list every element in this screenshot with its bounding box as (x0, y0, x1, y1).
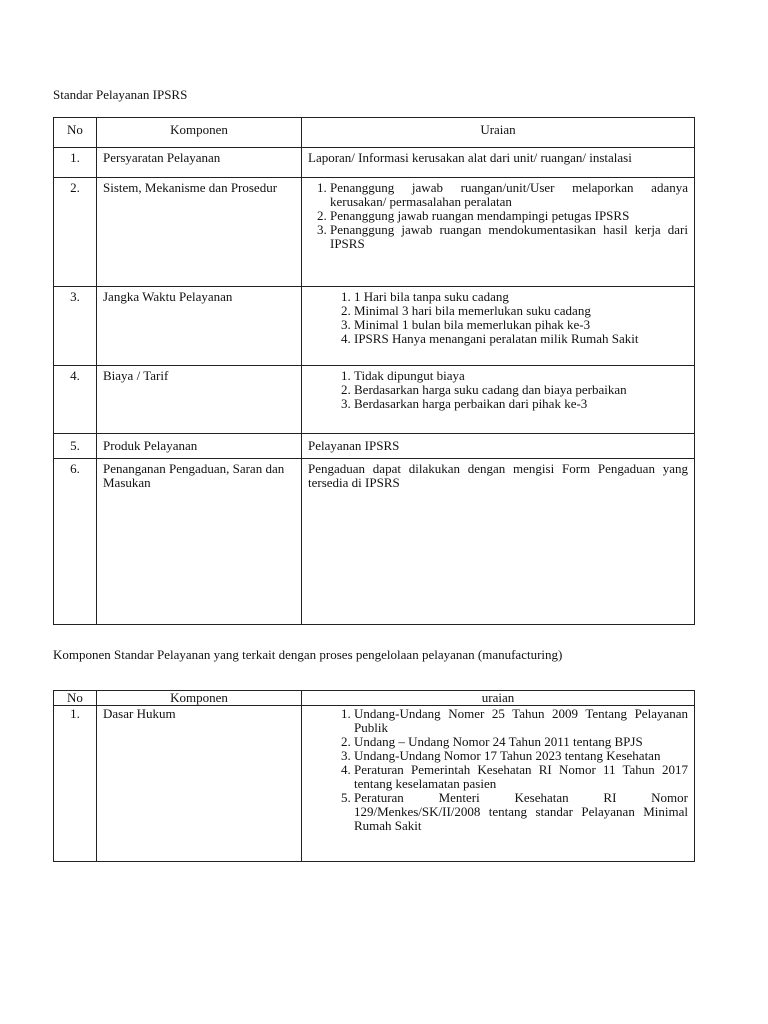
row-komponen: Penanganan Pengaduan, Saran dan Masukan (97, 459, 302, 625)
table-row (54, 287, 695, 366)
table-row (54, 148, 695, 178)
list-item: 2. Berdasarkan harga suku cadang dan biaya perbaikan (354, 383, 688, 397)
table-header-row (54, 118, 695, 148)
table-header-row (54, 691, 695, 706)
row-komponen: Produk Pelayanan (97, 434, 302, 459)
list-item: 4. IPSRS Hanya menangani peralatan milik Rumah Sakit (354, 332, 688, 346)
header-no: No (54, 691, 97, 706)
list-item: 3. Penanggung jawab ruangan mendokumentasikan hasil kerja dari IPSRS (330, 223, 688, 251)
table-row (54, 706, 695, 862)
list-item: 1. Undang-Undang Nomer 25 Tahun 2009 Tentang Pelayanan Publik (354, 707, 688, 735)
row-uraian (302, 366, 695, 434)
row-komponen: Sistem, Mekanisme dan Prosedur (97, 178, 302, 287)
table-row (54, 434, 695, 459)
section-paragraph: Komponen Standar Pelayanan yang terkait dengan proses pengelolaan pelayanan (manufacturing) (53, 647, 563, 662)
uraian-list (308, 290, 688, 346)
list-item: 3. Berdasarkan harga perbaikan dari pihak ke-3 (354, 397, 688, 411)
list-item: 3. Undang-Undang Nomor 17 Tahun 2023 tentang Kesehatan (354, 749, 688, 763)
list-item: 2. Undang – Undang Nomor 24 Tahun 2011 tentang BPJS (354, 735, 688, 749)
row-number: 4. (54, 366, 97, 434)
row-komponen: Persyaratan Pelayanan (97, 148, 302, 178)
table-row (54, 366, 695, 434)
list-item: 4. Peraturan Pemerintah Kesehatan RI Nomor 11 Tahun 2017 tentang keselamatan pasien (354, 763, 688, 791)
row-uraian: Laporan/ Informasi kerusakan alat dari unit/ ruangan/ instalasi (302, 148, 695, 178)
list-item: 2. Penanggung jawab ruangan mendampingi petugas IPSRS (330, 209, 688, 223)
row-komponen: Jangka Waktu Pelayanan (97, 287, 302, 366)
row-uraian: Pengaduan dapat dilakukan dengan mengisi Form Pengaduan yang tersedia di IPSRS (302, 459, 695, 625)
list-item: 1. 1 Hari bila tanpa suku cadang (354, 290, 688, 304)
header-uraian: uraian (302, 691, 695, 706)
list-item: 1. Penanggung jawab ruangan/unit/User melaporkan adanya kerusakan/ permasalahan peralatan (330, 181, 688, 209)
row-number: 1. (54, 706, 97, 862)
row-number: 6. (54, 459, 97, 625)
page-title: Standar Pelayanan IPSRS (53, 87, 188, 102)
row-uraian (302, 287, 695, 366)
manufacturing-standard-table (53, 690, 695, 862)
row-uraian: Pelayanan IPSRS (302, 434, 695, 459)
row-number: 3. (54, 287, 97, 366)
row-uraian (302, 706, 695, 862)
uraian-list (308, 369, 688, 411)
row-komponen: Dasar Hukum (97, 706, 302, 862)
list-item: 2. Minimal 3 hari bila memerlukan suku cadang (354, 304, 688, 318)
table-row (54, 178, 695, 287)
service-standard-table (53, 117, 695, 625)
table-row (54, 459, 695, 625)
list-item: 5. Peraturan Menteri Kesehatan RI Nomor 129/Menkes/SK/II/2008 tentang standar Pelayanan Minimal Rumah Sakit (354, 791, 688, 833)
header-komponen: Komponen (97, 118, 302, 148)
header-komponen: Komponen (97, 691, 302, 706)
row-uraian (302, 178, 695, 287)
uraian-list (308, 181, 688, 251)
header-uraian: Uraian (302, 118, 695, 148)
list-item: 1. Tidak dipungut biaya (354, 369, 688, 383)
row-number: 1. (54, 148, 97, 178)
row-komponen: Biaya / Tarif (97, 366, 302, 434)
uraian-list (308, 707, 688, 833)
list-item: 3. Minimal 1 bulan bila memerlukan pihak ke-3 (354, 318, 688, 332)
header-no: No (54, 118, 97, 148)
row-number: 5. (54, 434, 97, 459)
row-number: 2. (54, 178, 97, 287)
